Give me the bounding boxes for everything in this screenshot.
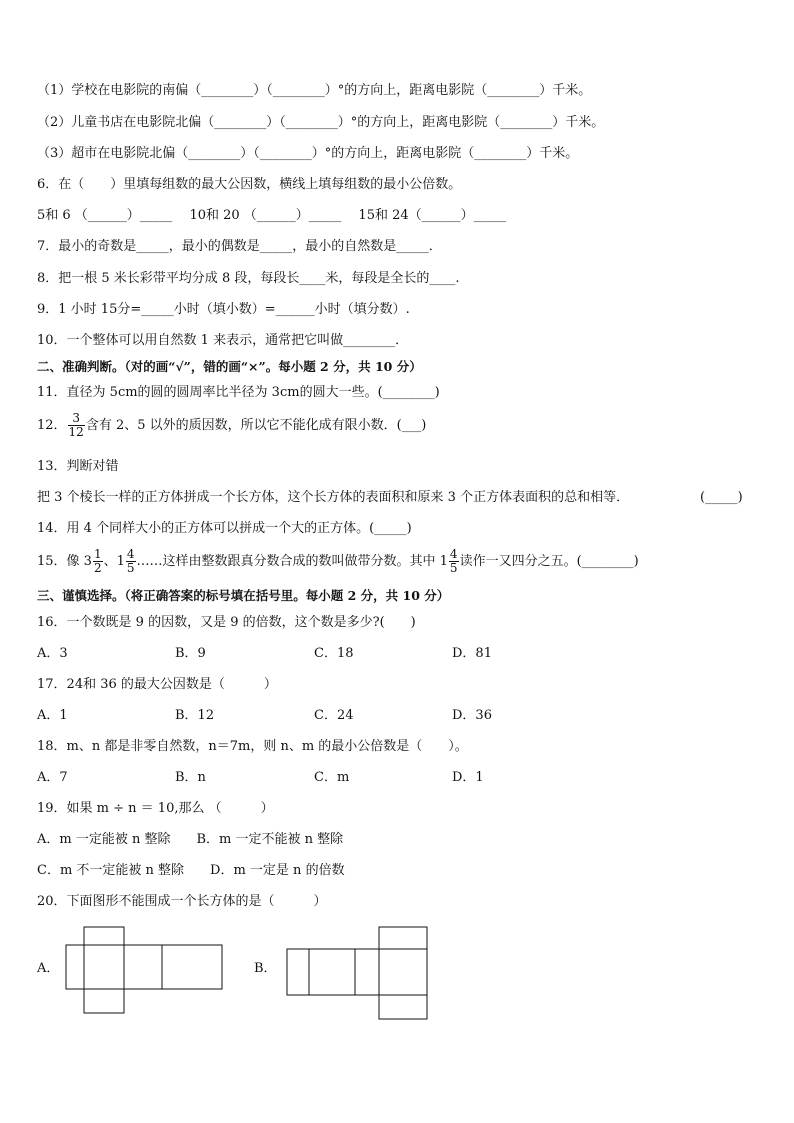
question-12-number: 12． — [37, 418, 67, 433]
net-b-face-1 — [287, 949, 309, 995]
fraction-denominator: 5 — [126, 561, 135, 575]
question-12 — [37, 412, 426, 439]
q20-option-b-label: B． — [254, 961, 277, 976]
q19-options-cd: C．m 不一定能被 n 整除 D．m 一定是 n 的倍数 — [37, 863, 345, 878]
q18-option-b: B．n — [175, 770, 206, 785]
net-a-back-face — [162, 945, 222, 989]
net-a-bottom-face — [84, 989, 124, 1013]
question-8: 8．把一根 5 米长彩带平均分成 8 段，每段长____米，每段是全长的____. — [37, 271, 460, 286]
q20-option-a-label: A． — [37, 961, 60, 976]
question-13-blank: (_____) — [700, 490, 743, 505]
net-b-face-2 — [309, 949, 355, 995]
question-11: 11．直径为 5cm的圆的圆周率比半径为 3cm的圆大一些。(________) — [37, 385, 440, 400]
line-1: （1）学校在电影院的南偏（________）（________）°的方向上，距离电影院（________）千米。 — [37, 83, 592, 98]
question-20: 20．下面图形不能围成一个长方体的是（ ） — [37, 894, 327, 909]
question-13-statement: 把 3 个棱长一样的正方体拼成一个长方体，这个长方体的表面积和原来 3 个正方体表面积的总和相等． — [37, 490, 630, 505]
question-6: 6．在（ ）里填每组数的最大公因数，横线上填每组数的最小公倍数。 — [37, 177, 462, 192]
cuboid-net-a — [60, 925, 230, 1017]
q18-option-d: D．1 — [452, 770, 484, 785]
net-a-front-face — [84, 945, 124, 989]
question-16: 16．一个数既是 9 的因数，又是 9 的倍数，这个数是多少?( ) — [37, 615, 416, 630]
net-a-left-face — [66, 945, 84, 989]
question-15-text-a: 15．像 3 — [37, 554, 92, 569]
net-b-face-3 — [355, 949, 379, 995]
question-15-text-d: 读作一又四分之五。(________) — [459, 554, 639, 569]
question-14: 14．用 4 个同样大小的正方体可以拼成一个大的正方体。(_____) — [37, 521, 412, 536]
question-12-text: 含有 2、5 以外的质因数，所以它不能化成有限小数．(___) — [85, 418, 427, 433]
fraction-1-2 — [93, 548, 103, 575]
net-b-bottom-face — [379, 995, 427, 1019]
cuboid-net-b — [280, 925, 440, 1023]
net-b-top-face — [379, 927, 427, 949]
q16-option-c: C．18 — [314, 646, 354, 661]
question-17: 17．24和 36 的最大公因数是（ ） — [37, 677, 277, 692]
question-15-text-b: 、1 — [103, 554, 125, 569]
fraction-3-12 — [68, 412, 85, 439]
question-19: 19．如果 m ÷ n ＝ 10,那么 （ ） — [37, 801, 274, 816]
fraction-numerator: 4 — [449, 547, 458, 561]
net-a-top-face — [84, 927, 124, 945]
q16-option-a: A．3 — [37, 646, 68, 661]
fraction-denominator: 12 — [68, 425, 84, 439]
question-15 — [37, 548, 639, 575]
net-a-right-face — [124, 945, 162, 989]
q17-option-a: A．1 — [37, 708, 68, 723]
q17-option-c: C．24 — [314, 708, 354, 723]
fraction-numerator: 3 — [68, 412, 85, 426]
q18-option-c: C．m — [314, 770, 350, 785]
question-15-text-c: ……这样由整数跟真分数合成的数叫做带分数。其中 1 — [136, 554, 448, 569]
section-2-heading: 二、准确判断。（对的画“√”，错的画“×”。每小题 2 分，共 10 分） — [37, 359, 422, 374]
fraction-4-5-b — [449, 548, 459, 575]
q16-option-d: D．81 — [452, 646, 492, 661]
question-6-groups: 5和 6 （______）_____ 10和 20 （______）_____ 15和 24（______）_____ — [37, 208, 507, 223]
section-3-heading: 三、谨慎选择。（将正确答案的标号填在括号里。每小题 2 分，共 10 分） — [37, 588, 450, 603]
fraction-denominator: 2 — [93, 561, 102, 575]
fraction-4-5 — [126, 548, 136, 575]
question-18: 18．m、n 都是非零自然数，n＝7m，则 n、m 的最小公倍数是（ ）。 — [37, 739, 468, 754]
q18-option-a: A．7 — [37, 770, 68, 785]
line-3: （3）超市在电影院北偏（________）（________）°的方向上，距离电影院（________）千米。 — [37, 146, 579, 161]
line-2: （2）儿童书店在电影院北偏（________）（________）°的方向上，距离电影院（________）千米。 — [37, 115, 605, 130]
question-7: 7．最小的奇数是_____，最小的偶数是_____，最小的自然数是_____． — [37, 239, 442, 254]
q17-option-d: D．36 — [452, 708, 492, 723]
question-9: 9．1 小时 15分=_____小时（填小数）=______小时（填分数）. — [37, 302, 410, 317]
net-b-face-4 — [379, 949, 427, 995]
q19-options-ab: A．m 一定能被 n 整除 B．m 一定不能被 n 整除 — [37, 832, 344, 847]
fraction-numerator: 4 — [126, 547, 135, 561]
q16-option-b: B．9 — [175, 646, 206, 661]
q17-option-b: B．12 — [175, 708, 215, 723]
question-10: 10．一个整体可以用自然数 1 来表示，通常把它叫做________． — [37, 333, 409, 348]
question-13: 13．判断对错 — [37, 459, 119, 474]
fraction-denominator: 5 — [449, 561, 458, 575]
fraction-numerator: 1 — [93, 547, 102, 561]
